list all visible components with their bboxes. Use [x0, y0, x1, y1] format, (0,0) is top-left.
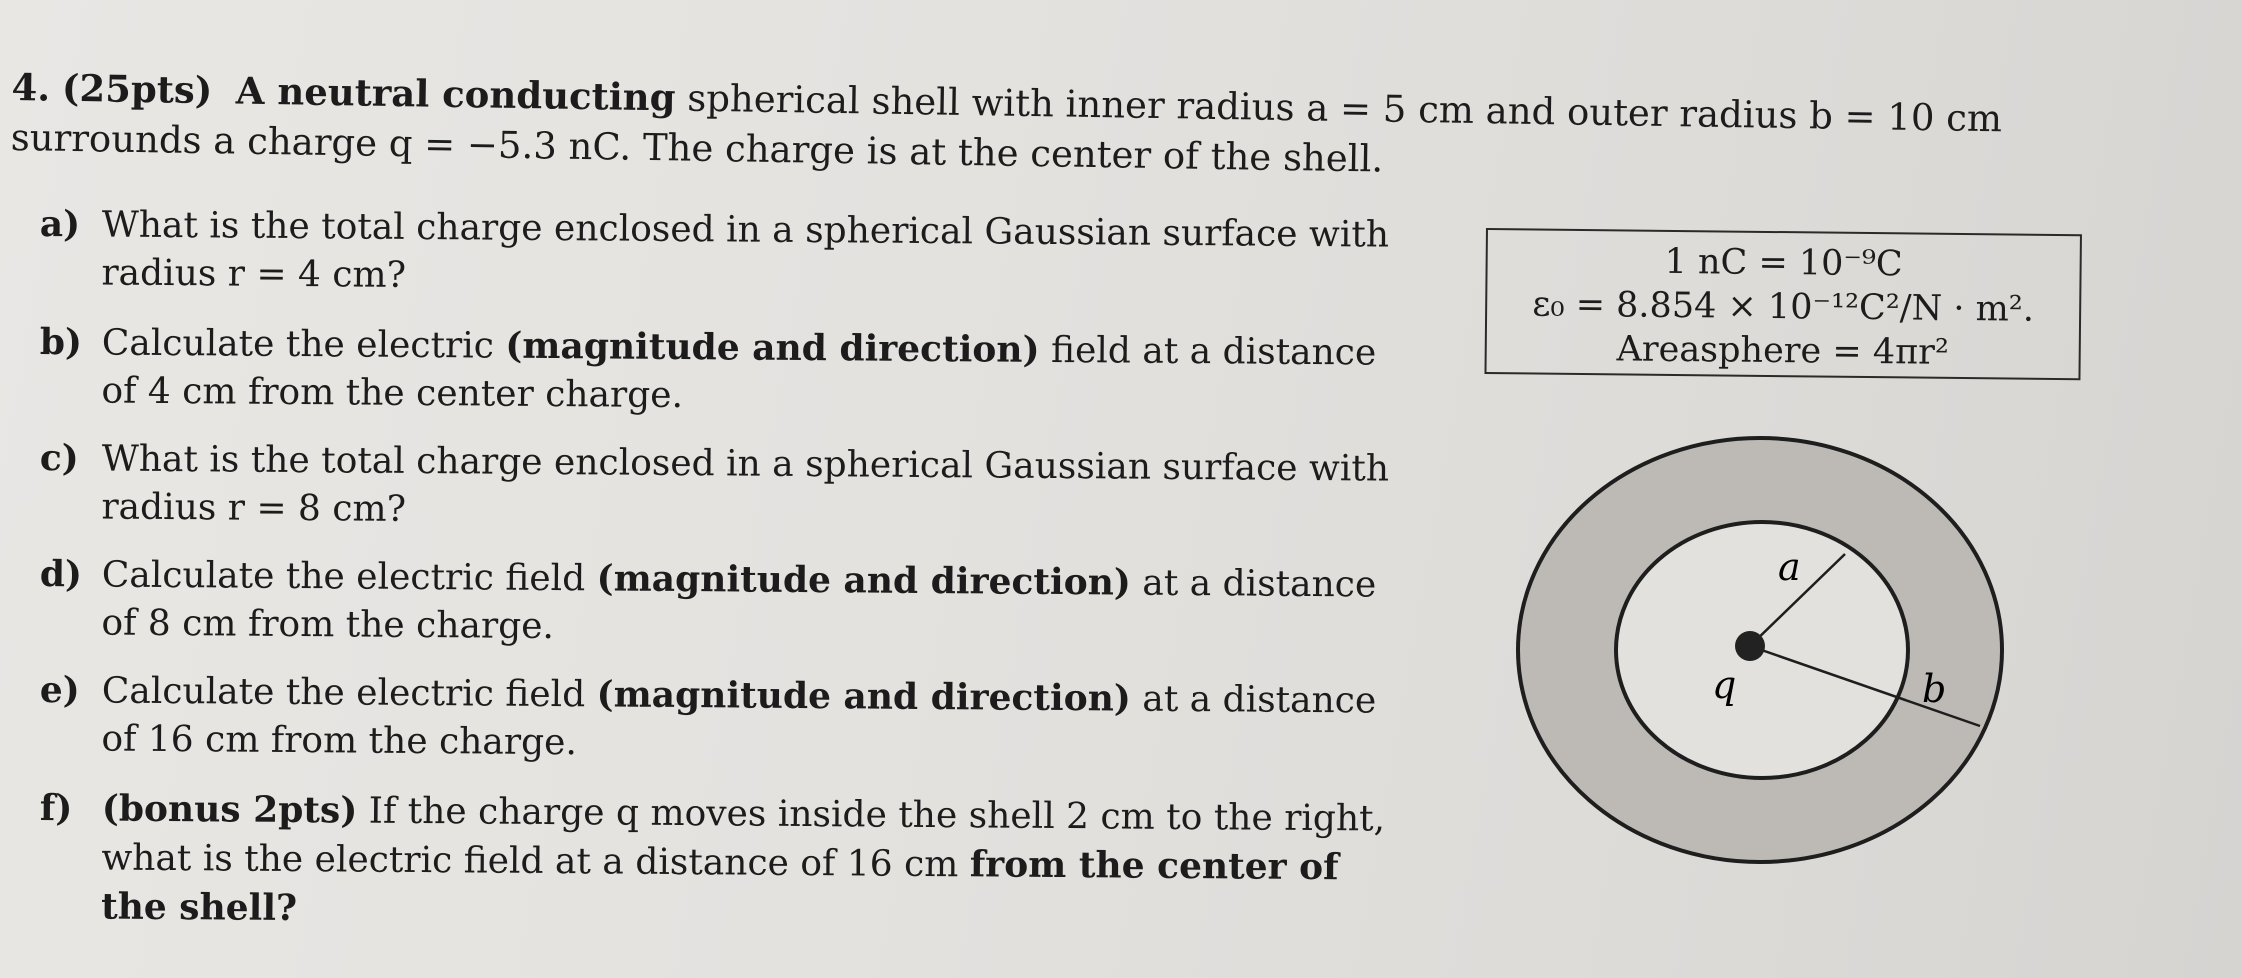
part-text: What is the total charge enclosed in a spherical Gaussian surface with: [101, 204, 1390, 256]
part-text: If the charge q moves inside the shell 2 cm to the right,: [357, 790, 1386, 840]
part-text: what is the electric field at a distance of 16 cm: [101, 837, 970, 886]
problem-points: (25pts): [61, 65, 213, 113]
part-a: [39, 200, 1389, 308]
part-label: f): [39, 786, 73, 830]
part-text-line3: the shell?: [100, 885, 298, 930]
problem-intro-line2: surrounds a charge q = −5.3 nC. The charge is at the center of the shell.: [10, 115, 1384, 181]
part-text: Calculate the electric field: [101, 554, 597, 600]
part-text-bold: (bonus 2pts): [101, 787, 358, 832]
part-text-bold: (magnitude and direction): [505, 324, 1040, 371]
part-text: Calculate the electric: [101, 322, 506, 367]
constant-sphere-area: Areasphere = 4πr²: [1616, 329, 1950, 373]
constants-box: [1484, 228, 2081, 380]
point-charge: [1735, 631, 1765, 661]
part-text-line2: of 8 cm from the charge.: [101, 602, 555, 648]
part-label: a): [39, 202, 81, 246]
part-label: d): [39, 552, 83, 596]
part-text: Calculate the electric field: [101, 670, 597, 716]
part-text: at a distance: [1130, 562, 1377, 606]
part-text-bold: (magnitude and direction): [596, 557, 1132, 604]
part-text: at a distance: [1130, 678, 1377, 722]
part-label: e): [39, 668, 80, 712]
part-text-bold: (magnitude and direction): [596, 673, 1132, 720]
shell-diagram: [1500, 420, 2020, 880]
problem-intro-line1: spherical shell with inner radius a = 5 cm and outer radius b = 10 cm: [675, 76, 2003, 141]
part-text-line2: radius r = 8 cm?: [101, 486, 407, 530]
part-label: b): [39, 320, 83, 364]
part-text-line2: of 16 cm from the charge.: [101, 718, 578, 764]
part-text-bold: from the center of: [969, 843, 1339, 889]
part-d: [39, 550, 1376, 657]
part-text-line2: of 4 cm from the center charge.: [101, 370, 684, 417]
part-label: c): [39, 436, 79, 480]
problem-statement: [10, 62, 2131, 196]
label-b: b: [1922, 667, 1947, 711]
part-f: [39, 784, 1385, 941]
constant-nanocoulomb: 1 nC = 10⁻⁹C: [1664, 241, 1903, 285]
part-e: [39, 666, 1376, 773]
label-a: a: [1778, 545, 1801, 589]
constant-permittivity: ε₀ = 8.854 × 10⁻¹²C²/N · m².: [1532, 284, 2035, 330]
part-c: [39, 434, 1389, 542]
problem-intro-bold: A neutral conducting: [235, 68, 676, 120]
part-text-line2: radius r = 4 cm?: [101, 252, 407, 296]
part-text: What is the total charge enclosed in a spherical Gaussian surface with: [101, 438, 1390, 490]
label-q: q: [1712, 663, 1737, 707]
part-b: [39, 318, 1376, 425]
part-text: field at a distance: [1039, 329, 1377, 374]
problem-number: 4.: [11, 64, 51, 110]
